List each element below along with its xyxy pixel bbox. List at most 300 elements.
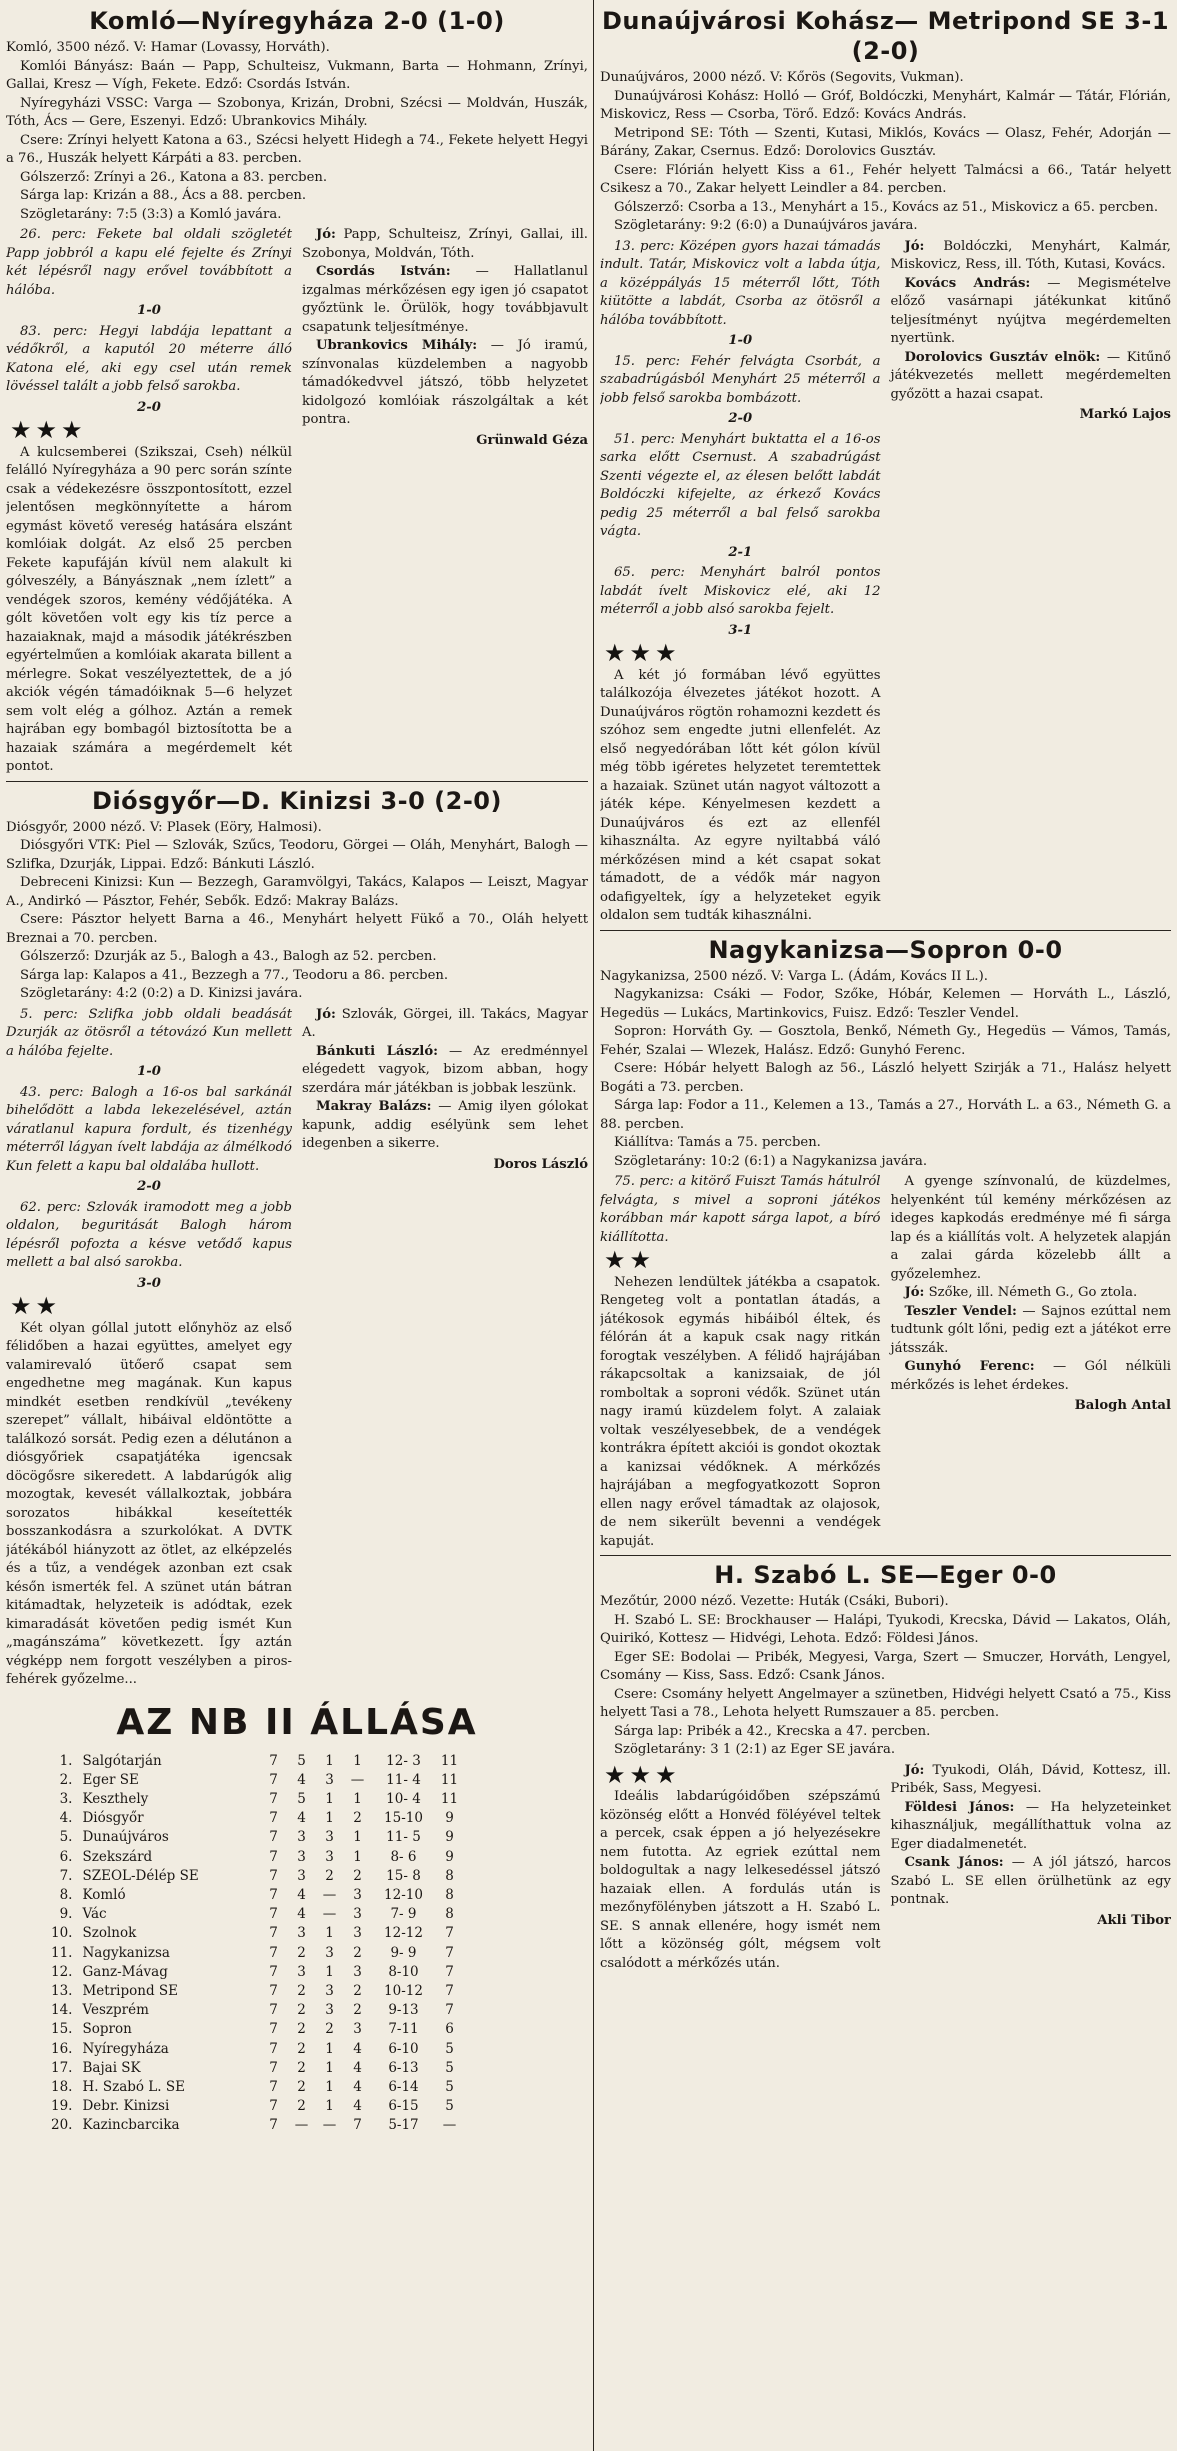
section-divider: [6, 781, 588, 782]
standings-cell: 19.: [51, 2098, 73, 2115]
coach-quote: Földesi János: — Ha helyzeteinket kihasználjuk, megállíthattuk volna az Eger diadalmenetét.: [890, 1799, 1171, 1852]
standings-cell: 1: [325, 1963, 334, 1980]
article-body: Két olyan góllal jutott előnyhöz az első félidőben a hazai együttes, amelyet egy valamirevaló ütőerő csapat sem engedhetne meg magának. Kun kapus mindkét esetben rendkívül „tevékeny szerepet” vállalt, hibáival eldöntötte a találkozó sorsát. Pedig ezen a délutánon a diósgyőriek csapatjátéka igencsak döcögősre sikeredett. A labdarúgók alig mozogtak, kevesét vállalkoztak, jobbára sorozatos hibákkal keseítették bosszankodásra a szurkolókat. A DVTK játékából hiányzott az ötlet, az elképzelés és a tűz, a vendégek azonban ezt csak későn ismerték fel. A szünet után bátran kitámadtak, helyzeteik is adódtak, ezek kimaradását követően pedig ismét Kun „magánszáma” következett. Így aztán végképp nem forgott veszélyben a piros-fehérek győzelme...: [6, 1320, 292, 1687]
standings-cell: 2: [297, 2059, 306, 2076]
match-title: Komló—Nyíregyháza 2-0 (1-0): [89, 7, 505, 35]
standings-cell: 1: [325, 2059, 334, 2076]
article-body: A két jó formában lévő együttes találkozója élvezetes játékot hozott. A Dunaújváros rögtön rohamozni kezdett és szóhoz sem engedte jutni ellenfelét. Az első negyedórában lőtt két gólon kívül még több igéretes helyzetet teremtettek a hazaiak. Szünet után nagyot változott a játék képe. Kényelmesen kezdett a Dunaújváros és ezt az ellenfél kihasználta. Az egyre nyiltabbá váló mérkőzésen mind a két csapat sokat támadott, de a védők már nagyon odafigyeltek, így a helyzeteket egyik oldalon sem tudták kihasználni.: [600, 667, 881, 923]
standings-cell: 7: [269, 2117, 278, 2134]
section-divider: [600, 930, 1171, 931]
standings-cell: 3: [297, 1963, 306, 1980]
score-line: 1-0: [137, 1064, 161, 1079]
rating-stars: ★★★: [604, 1760, 681, 1789]
match-report-line: Sopron: Horváth Gy. — Gosztola, Benkő, Németh Gy., Hegedüs — Vámos, Tamás, Fehér, Szalai — Wlezek, Halász. Edző: Gunyhó Ferenc.: [600, 1024, 1171, 1058]
standings-cell: Komló: [82, 1886, 126, 1903]
standings-row: [46, 2040, 463, 2059]
standings-cell: 2: [353, 1944, 362, 1961]
article-body: A gyenge színvonalú, de küzdelmes, helyenként túl kemény mérkőzésen az ideges kapkodás eredménye mé fi sárga lap és a kiállítás volt. A helyzetek alapján a zalai gárda közelebb állt a győzelemhez.: [890, 1174, 1171, 1282]
standings-cell: 2: [297, 1944, 306, 1961]
standings-cell: 7- 9: [390, 1906, 417, 1923]
player-rating: Jó: Boldóczki, Menyhárt, Kalmár, Miskovicz, Ress, ill. Tóth, Kutasi, Kovács.: [890, 238, 1171, 272]
standings-cell: 3: [325, 1944, 334, 1961]
match-title: Dunaújvárosi Kohász— Metripond SE 3-1 (2-0): [601, 7, 1170, 65]
match-report-line: Nyíregyházi VSSC: Varga — Szobonya, Krizán, Drobni, Szécsi — Moldván, Huszák, Tóth, Ács — Gere, Eszenyi. Edző: Ubrankovics Mihály.: [6, 95, 588, 129]
standings-cell: 1: [325, 2078, 334, 2095]
score-line: 2-1: [728, 544, 753, 560]
coach-name: Kovács András:: [904, 275, 1031, 291]
standings-cell: 12.: [51, 1963, 73, 1980]
standings-cell: 7: [269, 1944, 278, 1961]
player-rating: Jó: Szőke, ill. Németh G., Go ztola.: [904, 1285, 1138, 1300]
standings-cell: 16.: [51, 2040, 73, 2057]
standings-cell: 2: [297, 1982, 306, 1999]
match-report-line: Szögletarány: 3 1 (2:1) az Eger SE javára.: [614, 1742, 896, 1757]
player-rating: Jó: Szlovák, Görgei, ill. Takács, Magyar A.: [302, 1006, 588, 1040]
standings-cell: 3: [325, 1848, 334, 1865]
standings-cell: 7: [269, 1906, 278, 1923]
standings-cell: 6-13: [388, 2059, 419, 2076]
match-report-line: Komló, 3500 néző. V: Hamar (Lovassy, Horváth).: [6, 40, 330, 55]
article-columns: [600, 1173, 1171, 1551]
rating-label: Jó:: [316, 1006, 336, 1022]
standings-cell: 4: [353, 2098, 362, 2115]
goal-description: 65. perc: Menyhárt balról pontos labdát ívelt Miskovicz elé, aki 12 méterről a jobb alsó sarokba fejelt.: [600, 565, 881, 617]
match-report-line: Nagykanizsa, 2500 néző. V: Varga L. (Ádám, Kovács II L.).: [600, 968, 988, 984]
standings-cell: Nyíregyháza: [82, 2040, 169, 2057]
author-signature: Doros László: [493, 1156, 588, 1172]
standings-cell: 8: [445, 1906, 454, 1923]
standings-cell: 6.: [59, 1848, 73, 1865]
standings-cell: 12- 3: [386, 1752, 421, 1769]
standings-cell: 3: [297, 1867, 306, 1884]
coach-name: Földesi János:: [904, 1799, 1015, 1815]
standings-cell: 1: [325, 1790, 334, 1807]
standings-cell: Dunaújváros: [82, 1829, 169, 1846]
standings-cell: 7: [269, 1886, 278, 1903]
match-title: Diósgyőr—D. Kinizsi 3-0 (2-0): [92, 786, 502, 815]
standings-row: [46, 2097, 463, 2116]
article-body: Ideális labdarúgóidőben szépszámú közönség előtt a Honvéd föléyével teltek a percek, csak éppen a jó helyezésekre nem futotta. Az egriek ezúttal nem boldogultak a nagy lelkesedéssel játszó hazaiak ellen. A fordulás után is mezőnyfölényben játszott a H. Szabó L. SE. S annak ellenére, hogy ismét nem lőtt a közönség gólt, mégsem volt csalódott a mérkőzés után.: [600, 1789, 881, 1971]
standings-table: [46, 1752, 463, 2136]
standings-row: [46, 1905, 463, 1924]
standings-cell: 5: [445, 2059, 454, 2076]
rating-label: Jó:: [904, 238, 925, 254]
standings-cell: 4: [353, 2040, 362, 2057]
standings-cell: 2: [297, 2078, 306, 2095]
standings-cell: 1: [325, 1752, 334, 1769]
rating-stars: ★★★: [10, 416, 87, 444]
standings-row: [46, 2020, 463, 2039]
standings-cell: Ganz-Mávag: [82, 1963, 168, 1980]
standings-cell: 7: [445, 1982, 454, 1999]
standings-cell: 7: [269, 2059, 278, 2076]
standings-cell: 2: [297, 2021, 306, 2038]
standings-cell: 7: [269, 2098, 278, 2115]
match-hszabo-eger: [600, 1560, 1171, 1973]
standings-cell: 11: [440, 1771, 459, 1788]
match-report-line: Komlói Bányász: Baán — Papp, Schulteisz, Vukmann, Barta — Hohmann, Zrínyi, Gallai, Kresz — Vígh, Fekete. Edző: Csordás István.: [6, 58, 588, 92]
standings-cell: Sopron: [82, 2021, 132, 2038]
standings-cell: 4: [353, 2078, 362, 2095]
standings-row: [46, 1886, 463, 1905]
standings-cell: Kazincbarcika: [82, 2117, 180, 2134]
author-signature: Grünwald Géza: [476, 432, 588, 448]
standings-cell: 6-14: [388, 2078, 419, 2095]
article-columns: [6, 226, 588, 777]
standings-cell: 5: [445, 2040, 454, 2057]
standings-cell: 3: [353, 1925, 362, 1942]
goal-description: 26. perc: Fekete bal oldali szögletét Papp jobbról a kapu elé fejelte és Zrínyi két lépésről nagy erővel továbbított a hálóba.: [6, 227, 292, 298]
standings-cell: —: [294, 2117, 309, 2134]
standings-cell: 10.: [51, 1925, 73, 1942]
standings-cell: 2: [353, 1810, 362, 1827]
author-signature: Markó Lajos: [1079, 407, 1171, 422]
coach-name: Csordás István:: [316, 264, 451, 279]
standings: [6, 1700, 588, 2136]
standings-cell: 3.: [59, 1790, 73, 1807]
coach-quote: Kovács András: — Megismételve előző vasárnapi játékunkat kitűnő teljesítményt nyújtva megérdemelten nyertünk.: [890, 275, 1171, 346]
score-line: 2-0: [728, 411, 753, 426]
standings-cell: 10- 4: [386, 1790, 421, 1807]
standings-cell: 7: [269, 1925, 278, 1942]
standings-cell: —: [442, 2117, 457, 2134]
standings-cell: Veszprém: [82, 2002, 149, 2019]
standings-cell: 4.: [59, 1810, 73, 1827]
standings-cell: 15- 8: [386, 1867, 421, 1884]
standings-cell: 11: [440, 1752, 459, 1769]
rating-label: Jó:: [316, 227, 336, 242]
match-report-line: Diósgyőri VTK: Piel — Szlovák, Szűcs, Teodoru, Görgei — Oláh, Menyhárt, Balogh — Szlifka, Dzurják, Lippai. Edző: Bánkuti László.: [6, 838, 588, 872]
match-diosgyor-kinizsi: [6, 786, 588, 1690]
standings-cell: Szekszárd: [82, 1848, 153, 1865]
standings-cell: 1: [325, 2098, 334, 2115]
standings-cell: 2: [353, 1867, 362, 1884]
coach-name: Gunyhó Ferenc:: [904, 1359, 1035, 1374]
standings-row: [46, 2116, 463, 2135]
standings-cell: 1: [325, 2040, 334, 2057]
match-report-line: Diósgyőr, 2000 néző. V: Plasek (Eöry, Halmosi).: [6, 819, 322, 835]
column-divider: [593, 0, 594, 2451]
coach-quote: Csank János: — A jól játszó, harcos Szabó L. SE ellen örülhetünk az egy pontnak.: [890, 1855, 1171, 1907]
coach-name: Teszler Vendel:: [904, 1303, 1017, 1319]
standings-cell: 7: [269, 1810, 278, 1827]
score-line: 3-1: [728, 622, 753, 638]
standings-cell: Nagykanizsa: [82, 1944, 170, 1961]
score-line: 1-0: [137, 303, 161, 318]
standings-cell: 7: [445, 2002, 454, 2019]
coach-quote: Gunyhó Ferenc: — Gól nélküli mérkőzés is lehet érdekes.: [890, 1359, 1171, 1393]
author-signature: Balogh Antal: [1074, 1398, 1171, 1413]
standings-cell: 18.: [51, 2078, 73, 2095]
rating-stars: ★★★: [604, 639, 681, 667]
coach-name: Ubrankovics Mihály:: [316, 338, 478, 353]
standings-cell: 5-17: [388, 2117, 419, 2134]
match-report-line: Dunaújváros, 2000 néző. V: Kőrös (Segovits, Vukman).: [600, 70, 964, 85]
coach-quote: Bánkuti László: — Az eredménnyel elégedett vagyok, bizom abban, hogy szerdára már játékban is jobbak leszünk.: [302, 1043, 588, 1096]
left-column: [6, 4, 588, 2447]
match-report-line: Metripond SE: Tóth — Szenti, Kutasi, Miklós, Kovács — Olasz, Fehér, Adorján — Bárány, Zakar, Csernus. Edző: Dorolovics Gusztáv.: [600, 125, 1171, 159]
score-line: 1-0: [728, 333, 753, 348]
standings-cell: 9- 9: [390, 1944, 417, 1961]
standings-cell: 8- 6: [390, 1848, 417, 1865]
standings-cell: 4: [297, 1771, 306, 1788]
player-rating: Jó: Tyukodi, Oláh, Dávid, Kottesz, ill. Pribék, Sass, Megyesi.: [890, 1762, 1171, 1796]
standings-row: [46, 1752, 463, 1771]
standings-cell: Metripond SE: [82, 1982, 178, 1999]
standings-row: [46, 1963, 463, 1982]
standings-cell: 4: [297, 1906, 306, 1923]
standings-cell: 4: [297, 1810, 306, 1827]
standings-cell: 4: [353, 2059, 362, 2076]
standings-cell: 20.: [51, 2117, 73, 2134]
standings-cell: 8: [445, 1886, 454, 1903]
standings-cell: 7: [269, 1752, 278, 1769]
standings-cell: 2: [297, 2002, 306, 2019]
standings-cell: 3: [325, 2002, 334, 2019]
match-report-line: Kiállítva: Tamás a 75. percben.: [614, 1135, 821, 1150]
standings-cell: 1.: [59, 1752, 73, 1769]
standings-cell: 3: [325, 1982, 334, 1999]
article-columns: [600, 1762, 1171, 1974]
coach-quote: Teszler Vendel: — Sajnos ezúttal nem tudtunk gólt lőni, pedig ezt a játékot erre játsszák.: [890, 1303, 1171, 1356]
standings-row: [46, 1944, 463, 1963]
coach-name: Csank János:: [904, 1855, 1004, 1870]
article-body: Nehezen lendültek játékba a csapatok. Rengeteg volt a pontatlan átadás, a játékosok egymás hibáiból éltek, és félórán át a kapuk csak nagy ritkán forogtak veszélyben. A félidő hajrájában rákapcsoltak a kanizsaiak, de jól romboltak a soproni védők. Szünet után nagy iramú küzdelem folyt. A zalaiak voltak veszélyesebbek, de a vendégek kontrákra épített akciói is gondot okoztak a kanizsai védőknek. A mérkőzés hajrájában a megfogyatkozott Sopron ellen nagy erővel támadtak az olajosok, de nem sikerült bevenni a vendégek kapuját.: [600, 1274, 881, 1549]
standings-cell: 7: [269, 1790, 278, 1807]
article-columns: [600, 238, 1171, 926]
standings-cell: 6: [445, 2021, 454, 2038]
match-report-line: H. Szabó L. SE: Brockhauser — Halápi, Tyukodi, Krecska, Dávid — Lakatos, Oláh, Quirikó, Kottesz — Hidvégi, Lehota. Edző: Földesi János.: [600, 1612, 1171, 1646]
standings-cell: 1: [353, 1752, 362, 1769]
standings-cell: 3: [325, 1829, 334, 1846]
score-line: 2-0: [137, 1179, 161, 1194]
coach-name: Bánkuti László:: [316, 1043, 438, 1059]
player-rating: Jó: Papp, Schulteisz, Zrínyi, Gallai, ill. Szobonya, Moldván, Tóth.: [302, 227, 588, 261]
standings-cell: 5: [297, 1790, 306, 1807]
standings-cell: Diósgyőr: [82, 1810, 144, 1827]
standings-cell: —: [322, 1886, 337, 1903]
standings-cell: 11.: [51, 1944, 73, 1961]
standings-cell: 11- 5: [386, 1829, 421, 1846]
standings-cell: 7: [269, 1771, 278, 1788]
standings-cell: 3: [297, 1925, 306, 1942]
author-signature: Akli Tibor: [1097, 1912, 1171, 1928]
standings-cell: 9: [445, 1848, 454, 1865]
match-report-line: Sárga lap: Krizán a 88., Ács a 88. percben.: [20, 188, 307, 203]
match-report-line: Gólszerző: Dzurják az 5., Balogh a 43., Balogh az 52. percben.: [20, 949, 437, 964]
match-komlo-nyiregyhaza: [6, 6, 588, 777]
coach-name: Makray Balázs:: [316, 1099, 432, 1114]
section-divider: [600, 1555, 1171, 1556]
standings-cell: 1: [353, 1848, 362, 1865]
match-report-line: Csere: Pásztor helyett Barna a 46., Menyhárt helyett Fükő a 70., Oláh helyett Breznai a 70. percben.: [6, 912, 588, 946]
match-dunaujvaros-metripond: [600, 6, 1171, 926]
match-report-line: Dunaújvárosi Kohász: Holló — Gróf, Boldóczki, Menyhárt, Kalmár — Tátár, Flórián, Miskovicz, Ress — Csorba, Törő. Edző: Kovács András.: [600, 88, 1171, 122]
standings-cell: SZEOL-Délép SE: [82, 1867, 199, 1884]
standings-cell: —: [322, 1906, 337, 1923]
standings-cell: 3: [297, 1829, 306, 1846]
standings-cell: Bajai SK: [82, 2059, 141, 2076]
standings-cell: Salgótarján: [82, 1752, 162, 1769]
standings-cell: —: [322, 2117, 337, 2134]
standings-cell: 7: [269, 2021, 278, 2038]
standings-cell: 15-10: [384, 1810, 423, 1827]
standings-cell: 7: [269, 1867, 278, 1884]
standings-cell: 5: [445, 2098, 454, 2115]
standings-cell: 2: [353, 2002, 362, 2019]
standings-cell: 8: [445, 1867, 454, 1884]
standings-cell: 7: [269, 1829, 278, 1846]
standings-cell: 7: [269, 2040, 278, 2057]
standings-cell: 9-13: [388, 2002, 419, 2019]
standings-cell: 3: [325, 1771, 334, 1788]
incident-description: 75. perc: a kitörő Fuiszt Tamás hátulról felvágta, s mivel a soproni játékos korábban már kapott sárga lapot, a bíró kiállította.: [600, 1174, 881, 1245]
standings-cell: 7: [445, 1925, 454, 1942]
match-report-line: Csere: Flórián helyett Kiss a 61., Fehér helyett Talmácsi a 66., Tatár helyett Csikesz a 70., Zakar helyett Leindler a 84. percben.: [600, 162, 1171, 196]
match-report-line: Mezőtúr, 2000 néző. Vezette: Huták (Csáki, Bubori).: [600, 1594, 949, 1609]
match-report-line: Csere: Zrínyi helyett Katona a 63., Szécsi helyett Hidegh a 74., Fekete helyett Hegyi a 76., Huszák helyett Kárpáti a 83. percben.: [6, 132, 588, 166]
match-nagykanizsa-sopron: [600, 935, 1171, 1552]
right-column: [600, 4, 1171, 2447]
rating-stars: ★★: [604, 1246, 656, 1274]
standings-cell: Eger SE: [82, 1771, 139, 1788]
standings-cell: 1: [353, 1829, 362, 1846]
standings-cell: —: [350, 1771, 365, 1788]
match-report-line: Eger SE: Bodolai — Pribék, Megyesi, Varga, Szert — Smuczer, Horváth, Lengyel, Csomány — Kiss, Sass. Edző: Csank János.: [600, 1649, 1171, 1683]
match-report-line: Gólszerző: Zrínyi a 26., Katona a 83. percben.: [20, 169, 328, 185]
standings-row: [46, 1982, 463, 2001]
standings-cell: 7: [353, 2117, 362, 2134]
standings-cell: 17.: [51, 2059, 73, 2076]
standings-cell: 7: [445, 1944, 454, 1961]
standings-cell: 10-12: [384, 1982, 423, 1999]
standings-cell: 7: [269, 2078, 278, 2095]
standings-row: [46, 2078, 463, 2097]
standings-row: [46, 1790, 463, 1809]
standings-cell: 11: [440, 1790, 459, 1807]
goal-description: 62. perc: Szlovák iramodott meg a jobb oldalon, beguritását Balogh három lépésről pofozta a késve vetődő kapus mellett a bal alsó sarokba.: [6, 1199, 292, 1270]
standings-cell: Vác: [82, 1906, 107, 1923]
standings-row: [46, 1848, 463, 1867]
standings-cell: 8-10: [388, 1963, 419, 1980]
goal-description: 13. perc: Középen gyors hazai támadás indult. Tatár, Miskovicz volt a labda útja, a középpályás 15 méterről lőtt, Tóth kiütötte a labdát, Csorba az ötösről a hálóba továbbított.: [600, 238, 881, 328]
match-report-line: Sárga lap: Kalapos a 41., Bezzegh a 77., Teodoru a 86. percben.: [20, 967, 449, 983]
standings-cell: 5: [445, 2078, 454, 2095]
coach-quote: Dorolovics Gusztáv elnök: — Kitűnő játékvezetés mellett megérdemelten győzött a hazai csapat.: [890, 349, 1171, 402]
rating-label: Jó:: [904, 1285, 925, 1300]
standings-row: [46, 1867, 463, 1886]
standings-cell: 13.: [51, 1982, 73, 1999]
match-report-line: Sárga lap: Pribék a 42., Krecska a 47. percben.: [614, 1723, 931, 1739]
standings-cell: 8.: [59, 1886, 73, 1903]
standings-row: [46, 1924, 463, 1943]
standings-cell: 3: [353, 1963, 362, 1980]
standings-cell: 2.: [59, 1771, 73, 1788]
standings-cell: 6-10: [388, 2040, 419, 2057]
standings-cell: 6-15: [388, 2098, 419, 2115]
rating-label: Jó:: [904, 1762, 925, 1778]
standings-row: [46, 1771, 463, 1790]
standings-cell: 1: [325, 1810, 334, 1827]
standings-row: [46, 2001, 463, 2020]
standings-cell: 1: [325, 1925, 334, 1942]
standings-cell: 1: [353, 1790, 362, 1807]
coach-quote: Ubrankovics Mihály: — Jó iramú, színvonalas küzdelemben a nagyobb támadókedvvel játszó, több helyzetet kidolgozó komlóiak rászolgáltak a két pontra.: [302, 338, 588, 427]
standings-cell: 2: [325, 2021, 334, 2038]
match-report-line: Csere: Hóbár helyett Balogh az 56., László helyett Szirják a 71., Halász helyett Bogáti a 73. percben.: [600, 1061, 1171, 1095]
standings-cell: 3: [353, 1886, 362, 1903]
standings-cell: Keszthely: [82, 1790, 149, 1807]
standings-cell: 7-11: [388, 2021, 419, 2038]
match-title: H. Szabó L. SE—Eger 0-0: [714, 1561, 1057, 1589]
standings-cell: 7: [269, 1982, 278, 1999]
standings-cell: 3: [353, 2021, 362, 2038]
standings-cell: 9.: [59, 1906, 73, 1923]
match-title: Nagykanizsa—Sopron 0-0: [708, 935, 1063, 964]
standings-cell: 12-12: [384, 1925, 423, 1942]
match-report-line: Debreceni Kinizsi: Kun — Bezzegh, Garamvölgyi, Takács, Kalapos — Leiszt, Magyar A., Andirkó — Pásztor, Fehér, Sebők. Edző: Makray Balázs.: [6, 875, 588, 909]
standings-cell: 2: [353, 1982, 362, 1999]
standings-cell: 7: [269, 2002, 278, 2019]
standings-cell: 7: [269, 1963, 278, 1980]
match-report-line: Csere: Csomány helyett Angelmayer a szünetben, Hidvégi helyett Csató a 75., Kiss helyett Tasi a 78., Lehota helyett Rumszauer a 85. percben.: [600, 1686, 1171, 1720]
standings-cell: 9: [445, 1829, 454, 1846]
standings-row: [46, 1809, 463, 1828]
coach-name: Dorolovics Gusztáv elnök:: [904, 349, 1101, 365]
goal-description: 15. perc: Fehér felvágta Csorbát, a szabadrúgásból Menyhárt 25 méterről a jobb felső sarokba bombázott.: [600, 353, 881, 406]
score-line: 3-0: [137, 1275, 161, 1291]
standings-row: [46, 1828, 463, 1847]
standings-cell: 2: [325, 1867, 334, 1884]
standings-cell: 2: [297, 2040, 306, 2057]
article-body: A kulcsemberei (Szikszai, Cseh) nélkül felálló Nyíregyháza a 90 perc során színte csak a védekezésre összpontosított, ezzel jelentősen megkönnyítette a három egymást követő vereség hatására elszánt komlóiak dolgát. Az első 25 percben Fekete kapufáján kívül nem alakult ki gólveszély, a Bányásznak „nem ízlett” a vendégek szoros, kemény védőjátéka. A gólt követően volt egy kis tíz perce a hazaiaknak, majd a második játékrészben egyértelműen a komlóiak akarata billent a mérlegre. Sokat veszélyeztettek, de a jó akciók végén támadóiknak 5—6 helyzet sem volt elég a gólhoz. Aztán a remek hajrában egy bombagól biztosította be a hazaiak számára a megérdemelt két pontot.: [6, 444, 292, 774]
standings-cell: 5: [297, 1752, 306, 1769]
standings-cell: 7.: [59, 1867, 73, 1884]
standings-cell: Debr. Kinizsi: [82, 2098, 170, 2115]
standings-cell: 4: [297, 1886, 306, 1903]
match-report-line: Sárga lap: Fodor a 11., Kelemen a 13., Tamás a 27., Horváth L. a 63., Németh G. a 88. percben.: [600, 1098, 1171, 1132]
standings-cell: 7: [269, 1848, 278, 1865]
standings-cell: 12-10: [384, 1886, 423, 1903]
standings-title: AZ NB II ÁLLÁSA: [116, 1701, 478, 1743]
standings-cell: 14.: [51, 2002, 73, 2019]
standings-cell: 5.: [59, 1829, 73, 1846]
coach-quote: Csordás István: — Hallatlanul izgalmas mérkőzésen egy igen jó csapatot győztünk le. Örülök, hogy továbbjavult csapatunk teljesítménye.: [302, 264, 588, 335]
goal-description: 83. perc: Hegyi labdája lepattant a védőkről, a kaputól 20 méterre álló Katona elé, aki egy csel után remek lövéssel talált a jobb felső sarokba.: [6, 323, 292, 394]
standings-cell: Szolnok: [82, 1925, 137, 1942]
goal-description: 43. perc: Balogh a 16-os bal sarkánál bihelődött a labda lekezelésével, aztán váratlanul kapura fordult, és tizenhégy méterről lágyan ívelt labdája az álmélkodó Kun felett a kapu bal oldalába hullott.: [6, 1084, 292, 1174]
coach-quote: Makray Balázs: — Amig ilyen gólokat kapunk, addig esélyünk sem lehet idegenben a sikerre.: [302, 1099, 588, 1151]
match-report-line: Szögletarány: 7:5 (3:3) a Komló javára.: [20, 206, 282, 222]
standings-cell: 15.: [51, 2021, 73, 2038]
standings-cell: 3: [353, 1906, 362, 1923]
standings-row: [46, 2059, 463, 2078]
standings-cell: 7: [445, 1963, 454, 1980]
match-report-line: Szögletarány: 4:2 (0:2) a D. Kinizsi javára.: [20, 986, 303, 1001]
standings-cell: 9: [445, 1810, 454, 1827]
rating-stars: ★★: [10, 1292, 62, 1320]
match-report-line: Szögletarány: 9:2 (6:0) a Dunaújváros javára.: [614, 218, 918, 233]
standings-cell: 3: [297, 1848, 306, 1865]
goal-description: 5. perc: Szlifka jobb oldali beadását Dzurják az ötösről a tétovázó Kun mellett a hálóba fejelte.: [6, 1006, 292, 1059]
match-report-line: Gólszerző: Csorba a 13., Menyhárt a 15., Kovács az 51., Miskovicz a 65. percben.: [614, 199, 1159, 215]
match-report-line: Szögletarány: 10:2 (6:1) a Nagykanizsa javára.: [614, 1153, 928, 1169]
score-line: 2-0: [137, 399, 161, 415]
match-report-line: Nagykanizsa: Csáki — Fodor, Szőke, Hóbár, Kelemen — Horváth L., László, Hegedüs — Lukács, Martinkovics, Fuisz. Edző: Teszler Vendel.: [600, 987, 1171, 1021]
standings-cell: H. Szabó L. SE: [82, 2078, 185, 2095]
goal-description: 51. perc: Menyhárt buktatta el a 16-os sarka előtt Csernust. A szabadrúgást Szenti végezte el, az élesen belőtt labdát Boldóczki kifejelte, az érkező Kovács pedig 25 méterről a bal felső sarokba vágta.: [600, 431, 881, 539]
standings-cell: 11- 4: [386, 1771, 421, 1788]
